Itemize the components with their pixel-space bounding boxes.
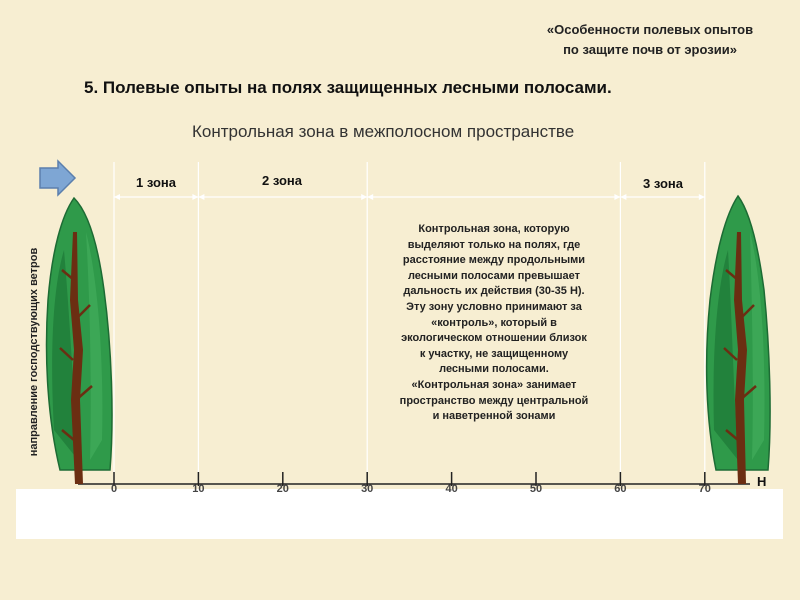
- zone-1-label: 1 зона: [135, 175, 177, 190]
- slide-title: 5. Полевые опыты на полях защищенных лесными полосами.: [84, 78, 612, 97]
- zone-brackets: [114, 194, 705, 200]
- axis-tick-label: 40: [445, 483, 458, 495]
- wind-direction-label: направление господствующих ветров: [28, 247, 40, 457]
- control-zone-bracket: [367, 194, 620, 200]
- axis-tick-label: 20: [276, 483, 289, 495]
- axis-tick-label: 60: [614, 483, 627, 495]
- diagram-subtitle: Контрольная зона в межполосном пространстве: [192, 122, 575, 141]
- axis-tick-label: 0: [110, 483, 118, 495]
- tree-left-icon: [47, 198, 113, 484]
- axis-tick-label: 10: [192, 483, 205, 495]
- axis-tick-label: 50: [529, 483, 543, 495]
- zone-bracket-2: [198, 194, 367, 200]
- zone-bracket-1: [114, 194, 198, 200]
- zone-2-label: 2 зона: [261, 173, 303, 188]
- zone-bracket-3: [620, 194, 704, 200]
- axis-tick-label: 30: [361, 483, 374, 495]
- control-zone-description: Контрольная зона, которую выделяют только на полях, где расстояние между продольными лесными полосами превышает дальность их действия (30-35 Н). Эту зону условно принимают за «контроль», который в экологическом отношении близок к участку, не защищенному лесными полосами. «Контрольная зона» занимает пространство между центральной и наветренной зонами: [399, 223, 589, 423]
- tree-right-icon: [707, 196, 770, 484]
- series-title: «Особенности полевых опытов по защите почв от эрозии»: [546, 22, 754, 57]
- zone-3-label: 3 зона: [642, 176, 684, 191]
- wind-arrow-icon: [40, 161, 75, 195]
- axis-tick-label: 70: [698, 483, 711, 495]
- axis-unit-label: Н: [757, 474, 767, 489]
